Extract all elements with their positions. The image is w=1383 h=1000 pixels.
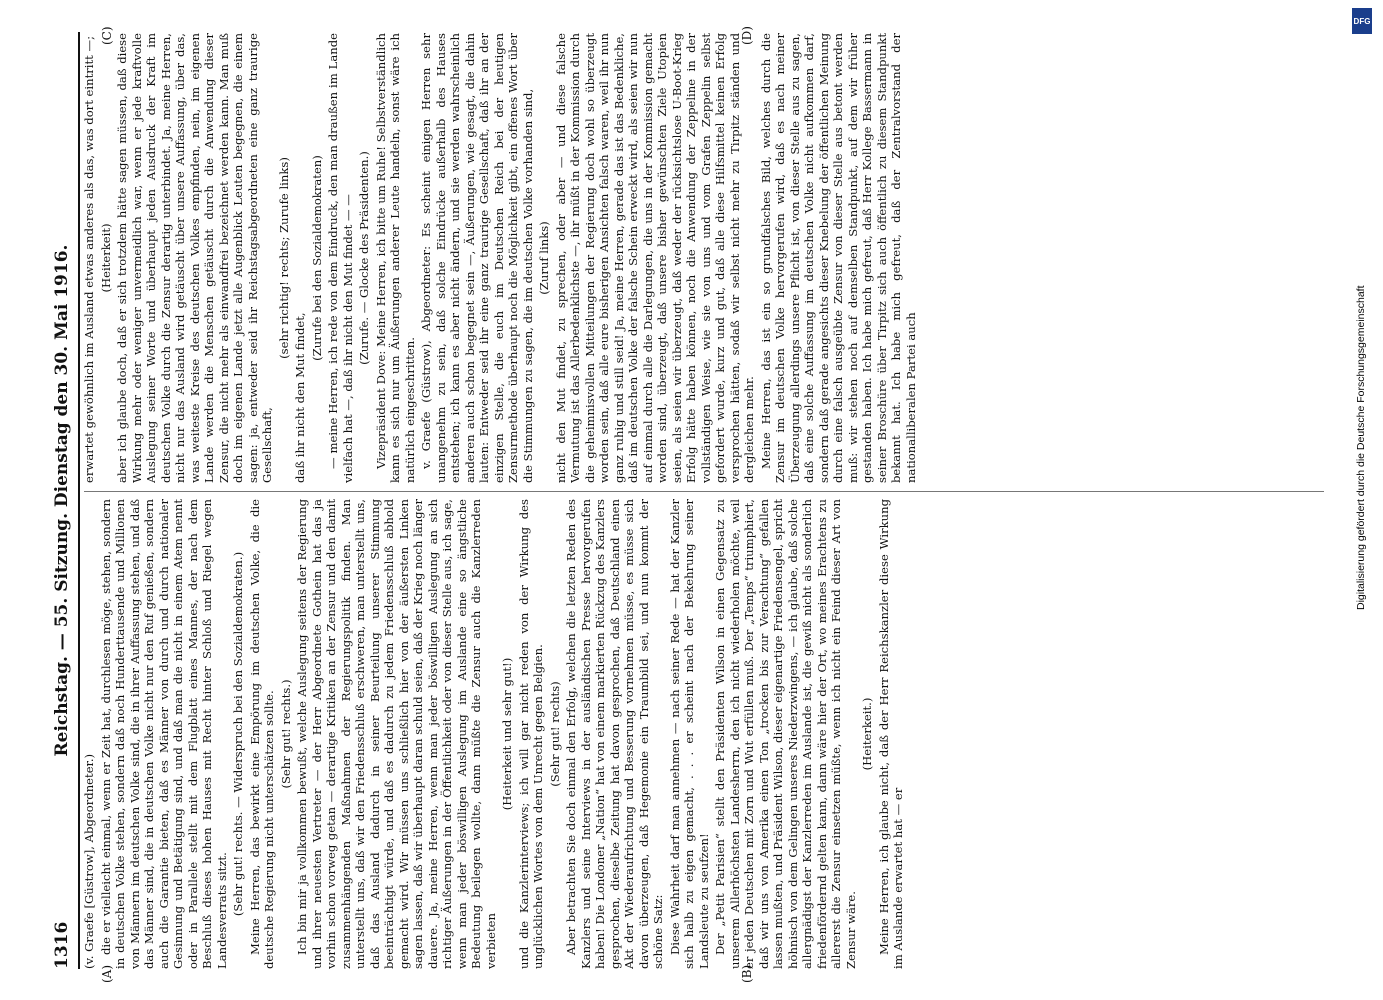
paragraph: und die Kanzlerinterviews; ich will gar nicht reden von der Wirkung des unglücklichen Wortes von dem Unrecht gegen Belgien.: [516, 499, 545, 969]
header-rule: [78, 32, 80, 969]
paragraph: die er vielleicht einmal, wenn er Zeit hat, durchlesen möge, stehen, sondern in deutschen Volke stehen, sondern daß noch Hunderttausende und Millionen von Männern im deutschen Volke sind, die in ihrer Auffassung stehen, und daß das Männer sind, die in deutschen Volke nicht nur den Ruf genießen, sondern auch die Garantie bieten, daß es Männer von durch und durch nationaler Gesinnung und Betätigung sind, und daß man die nicht in einem Atem nennt oder in Parallele stellt mit dem Flugblatt eines Mannes, der nach dem Beschluß dieses hohen Hauses mit Recht hinter Schloß und Riegel wegen Landesverrats sitzt.: [98, 499, 229, 969]
paragraph: — meine Herren, ich rede von dem Eindruck, den man draußen im Lande vielfach hat —, daß ihr nicht den Mut findet — —: [326, 33, 355, 483]
paragraph: nicht den Mut findet, zu sprechen, oder aber — und diese falsche Vermutung ist das Allerbedenklichste —, ihr müßt in der Kommission durch die geheimnisvollen Mitteilungen der Regierung doch wohl so überzeugt worden sein, daß alle eure bisherigen Ansichten falsch waren, weil ihr nun ganz ruhig und still seid! Ja, meine Herren, gerade das ist das Bedenkliche, daß im deutschen Volke der falsche Schein erweckt wird, als seien wir nun auf einmal durch alle die Darlegungen, die uns in der Kommission gemacht worden sind, überzeugt, daß unsere bisher gewünschten Ziele Utopien seien, als seien wir überzeugt, daß weder der rücksichtslose U-Boot-Krieg Erfolg hätte haben können, noch die Anwendung der Zeppeline in der vollständigen Weise, wie sie von uns und vom Grafen Zeppelin selbst gefordert wurde, kurz und gut, daß alle diese Hilfsmittel keinen Erfolg versprochen hätten, sodaß wir selbst nicht mehr zu Tirpitz ständen und dergleichen mehr.: [553, 33, 756, 483]
paragraph: Meine Herren, das bewirkt eine Empörung im deutschen Volke, die die deutsche Regierung nicht unterschätzen sollte.: [247, 499, 276, 969]
paragraph: aber ich glaube doch, daß er sich trotzdem hätte sagen müssen, daß diese Wirkung mehr oder weniger unvermeidlich war, wenn er jede kraftvolle Auslegung seiner Worte und überhaupt jeden Ausdruck der Kraft im deutschen Volke durch die Zensur derartig unterbindet. Ja, meine Herren, nicht nur das Ausland wird getäuscht über unsere Auffassung, über das, was weiteste Kreise des deutschen Volkes empfinden, nein, im eigenen Lande werden die Menschen getäuscht durch die Anwendung dieser Zensur, die nicht mehr als einwandfrei bezeichnet werden kann. Man muß doch im eigenen Lande jetzt alle Augenblick Leuten begegnen, die einem sagen: ja, entweder seid ihr Reichstagsabgeordneten eine ganz traurige Gesellschaft,: [115, 33, 274, 483]
quotation: Diese Wahrheit darf man annehmen — nach seiner Rede — hat der Kanzler sich halb zu eigen gemacht, . . . er scheint nach der Bekehrung seiner Landsleute zu seufzen!: [667, 499, 711, 969]
interjection: (Heiterkeit und sehr gut!): [500, 657, 514, 811]
credit-text: Digitalisierung gefördert durch die Deutsche Forschungsgemeinschaft: [1355, 285, 1367, 610]
paragraph: Meine Herren, das ist ein so grundfalsches Bild, welches durch die Zensur im deutschen Volke hervorgerufen wird, daß es nach meiner Überzeugung allerdings unsere Pflicht ist, von dieser Stelle aus zu sagen, daß eine solche Auffassung im deutschen Volke nicht aufkommen darf, sondern daß gerade angesichts dieser Knebelung der öffentlichen Meinung durch eine falsch ausgeübte Zensur von dieser Stelle aus betont werden muß: wir stehen noch auf demselben Standpunkt, auf dem wir früher gestanden haben. Ich habe mich gefreut, daß Herr Kollege Bassermann in seiner Broschüre über Tirpitz sich auch öffentlich zu diesem Standpunkt bekannt hat. Ich habe mich gefreut, daß der Zentralvorstand der nationalliberalen Partei auch: [758, 33, 918, 483]
interjection: (sehr richtig! rechts; Zurufe links): [276, 157, 291, 359]
running-title: Reichstag. — 55. Sitzung. Dienstag den 30. Mai 1916.: [52, 244, 72, 757]
paragraph: Der „Petit Parisien“ stellt den Präsidenten Wilson in einen Gegensatz zu unserem Allerhöchsten Landesherrn, den ich nicht wiederholen möchte, weil er jeden Deutschen mit Zorn und Wut erfüllen muß. Der „Temps“ triumphiert, daß wir uns von Amerika einen Ton „trocken bis zur Verachtung“ gefallen lassen mußten, und Präsident Wilson, dieser eigenartige Friedensengel, spricht höhnisch von dem Gelingen unseres Niederzwingens, — ich glaube, daß solche allergnädigst der Kanzlerreden im Auslande ist, die gewiß nicht als sonderlich friedenfördernd gelten kann, dann wäre hier der Ort, wo meines Erachtens zu allererst die Zensur einsetzen müßte, wenn ich nicht ein Feind dieser Art von Zensur wäre.: [713, 499, 858, 969]
paragraph: Meine Herren, ich glaube nicht, daß der Herr Reichskanzler diese Wirkung im Auslande erwartet hat — er: [876, 499, 905, 969]
paragraph: daß ihr nicht den Mut findet,: [293, 312, 307, 483]
right-column: [82, 33, 1322, 483]
interjection: (Zuruf links): [537, 221, 551, 295]
dfg-logo: DFG: [1352, 8, 1372, 34]
speaker-line: (v. Graefe [Güstrow], Abgeordneter.): [82, 753, 96, 969]
margin-mark-b: (B): [740, 964, 754, 983]
interjection: (Heiterkeit.): [860, 697, 874, 771]
paragraph: Ich bin mir ja vollkommen bewußt, welche Auslegung seitens der Regierung und ihrer neuesten Vertreter — der Herr Abgeordnete Gothein hat das ja vorhin schon vorweg getan — derartige Kritiken an der Zensur und den damit zusammenhängenden Maßnahmen der Regierungspolitik finden. Man unterstellt uns, daß wir den Friedensschluß erschweren, man unterstellt uns, daß das Ausland dadurch in seiner Beurteilung unserer Stimmung beeinträchtigt würde, und daß es dadurch zu jedem Friedensschluß abhold gemacht wird. Wir müssen uns schließlich hier von der äußersten Linken sagen lassen, daß wir überhaupt daran schuld seien, daß der Krieg noch länger dauere. Ja, meine Herren, wenn man jeder böswilligen Auslegung an sich richtiger Äußerungen in der Öffentlichkeit oder von dieser Stelle aus, ich sage, wenn man jeder böswilligen Auslegung im Auslande eine so ängstliche Bedeutung beilegen wollte, dann müßte die Zensur auch die Kanzlerreden verbieten: [295, 499, 498, 969]
page-header: [46, 32, 86, 969]
margin-mark-a: (A): [100, 964, 114, 983]
digitization-credit: [1355, 10, 1369, 610]
paragraph: Vizepräsident Dove: Meine Herren, ich bitte um Ruhe! Selbstverständlich kann es sich nur um Äußerungen anderer Leute handeln, sonst wäre ich natürlich eingeschritten.: [373, 33, 417, 483]
interjection: (Heiterkeit): [98, 223, 113, 293]
interjection: (Sehr gut! rechts. — Widerspruch bei den Sozialdemokraten.): [231, 551, 245, 917]
left-column: [82, 499, 1322, 969]
paragraph: Aber betrachten Sie doch einmal den Erfolg, welchen die letzten Reden des Kanzlers und seine Interviews in der ausländischen Presse hervorgerufen haben! Die Londoner „Nation“ hat von einem markierten Rückzug des Kanzlers gesprochen, dieselbe Zeitung hat davon gesprochen, daß Deutschland einen Akt der Wiederaufrichtung und Besserung vornehmen müsse, es müsse sich davon überzeugen, daß Hegemonie ein Traumbild sei, und nun kommt der schöne Satz:: [564, 499, 665, 969]
paragraph: v. Graefe (Güstrow), Abgeordneter: Es scheint einigen Herren sehr unangenehm zu sein, daß solche Eindrücke außerhalb des Hauses entstehen; ich kann es aber nicht ändern, und sie werden wahrscheinlich anderen auch schon begegnet sein —, Äußerungen, wie gesagt, die dahin lauten: Entweder seid ihr eine ganz traurige Gesellschaft, daß ihr an der einzigen Stelle, die euch im Deutschen Reich bei der heutigen Zensurmethode überhaupt noch die Möglichkeit gibt, ein offenes Wort über die Stimmungen zu sagen, die im deutschen Volke vorhanden sind,: [419, 33, 535, 483]
rotated-page-content: [40, 18, 1330, 983]
interjection: (Sehr gut! rechts): [547, 681, 562, 787]
margin-mark-d: (D): [740, 26, 754, 45]
margin-mark-c: (C): [100, 26, 114, 45]
document-page: [40, 18, 1330, 983]
paragraph: erwartet gewöhnlich im Ausland etwas anderes als das, was dort eintritt —;: [82, 35, 96, 483]
interjection: (Sehr gut! rechts.): [278, 679, 293, 789]
interjection: (Zurufe bei den Sozialdemokraten): [309, 155, 324, 361]
column-divider: [84, 491, 1324, 492]
interjection: (Zurufe. — Glocke des Präsidenten.): [357, 151, 371, 365]
page-number: 1316: [52, 921, 72, 969]
